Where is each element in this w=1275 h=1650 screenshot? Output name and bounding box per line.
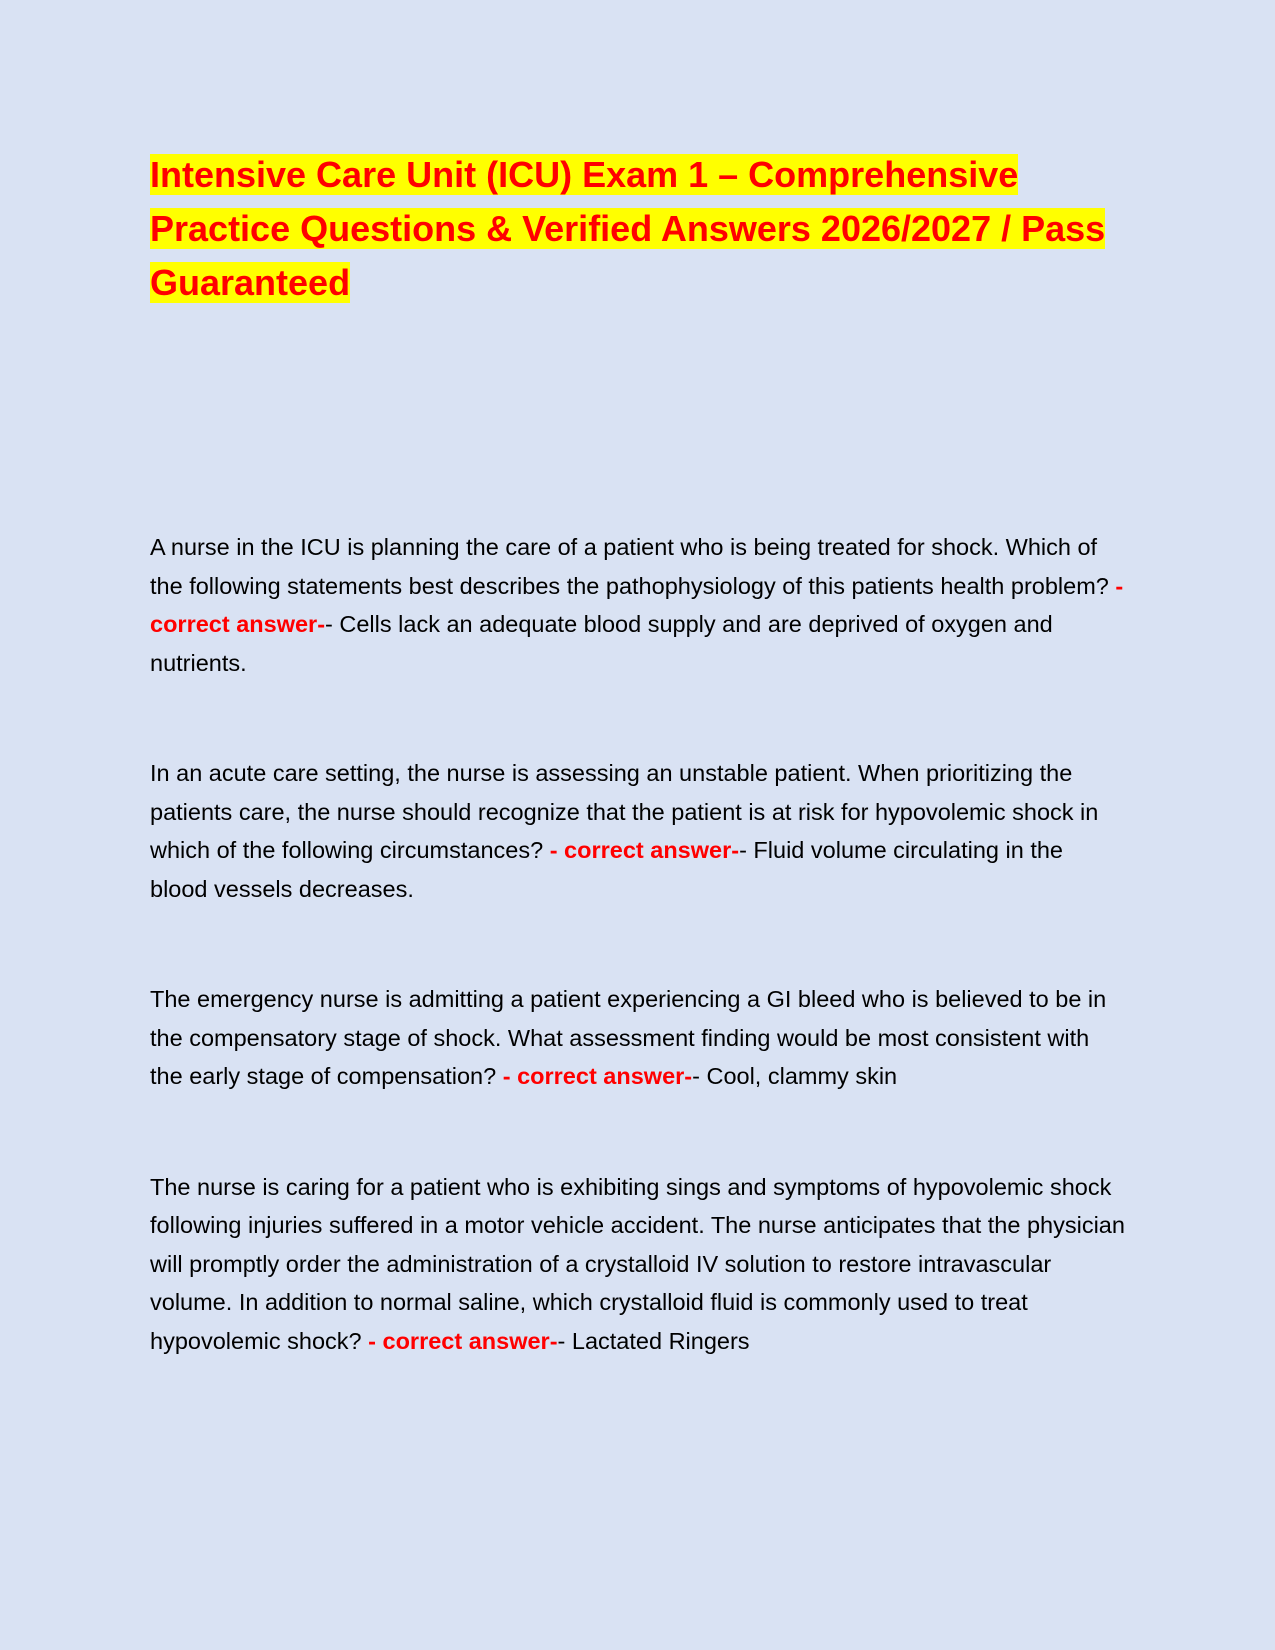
correct-answer-marker: - correct answer- <box>549 837 740 863</box>
document-title-text: Intensive Care Unit (ICU) Exam 1 – Comprehensive Practice Questions & Verified Answers 2026/2027 / Pass Guaranteed <box>150 154 1106 303</box>
answer-text: - Lactated Ringers <box>557 1327 750 1354</box>
question-text: In an acute care setting, the nurse is assessing an unstable patient. When prioritizing the patients care, the nurse should recognize that the patient is at risk for hypovolemic shock in which of the following circumstances? <box>150 760 1099 863</box>
document-header <box>150 148 1130 310</box>
document-title <box>150 148 1130 310</box>
question-text: The nurse is caring for a patient who is exhibiting sings and symptoms of hypovolemic shock following injuries suffered in a motor vehicle accident. The nurse anticipates that the physician will promptly order the administration of a crystalloid IV solution to restore intravascular volume. In addition to normal saline, which crystalloid fluid is commonly used to treat hypovolemic shock? <box>150 1173 1125 1354</box>
correct-answer-marker: - correct answer- <box>150 572 1124 637</box>
correct-answer-marker: - correct answer- <box>502 1063 693 1089</box>
qa-item <box>150 754 1125 908</box>
qa-list <box>150 528 1125 1432</box>
question-text: A nurse in the ICU is planning the care of a patient who is being treated for shock. Which of the following statements best describes the pathophysiology of this patients health problem? <box>150 534 1109 599</box>
qa-item <box>150 528 1125 682</box>
qa-item <box>150 1168 1125 1361</box>
qa-item <box>150 980 1125 1096</box>
correct-answer-marker: - correct answer- <box>368 1327 558 1354</box>
answer-text: - Cells lack an adequate blood supply and are deprived of oxygen and nutrients. <box>150 611 1053 676</box>
answer-text: - Cool, clammy skin <box>692 1063 898 1089</box>
question-text: The emergency nurse is admitting a patient experiencing a GI bleed who is believed to be in the compensatory stage of shock. What assessment finding would be most consistent with the early stage of compensation? <box>150 986 1107 1089</box>
answer-text: - Fluid volume circulating in the blood vessels decreases. <box>150 837 1063 902</box>
